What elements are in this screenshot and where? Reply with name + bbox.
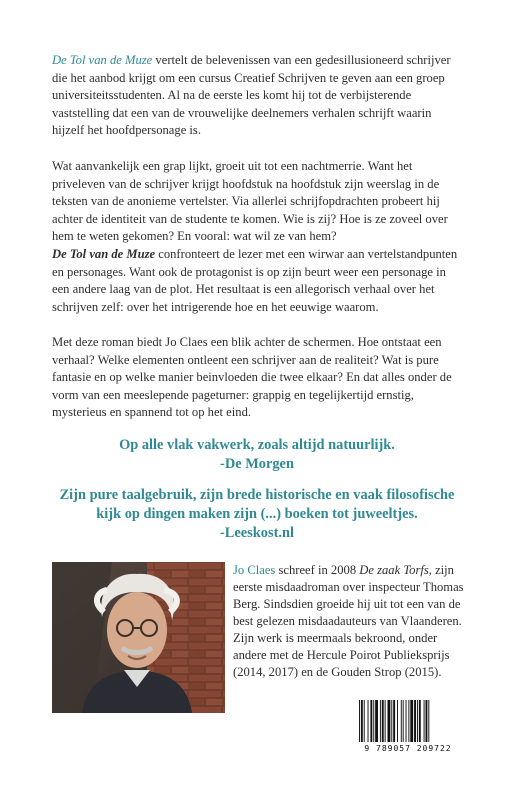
quote-text: Zijn pure taalgebruik, zijn brede historische en vaak filosofische kijk op dingen maken zijn (...) boeken tot juweeltjes. xyxy=(59,487,455,522)
blurb-paragraph-4 xyxy=(52,334,462,422)
blurb-text: Met deze roman biedt Jo Claes een blik achter de schermen. Hoe ontstaat een verhaal? Welke elementen ontleent een schrijver aan de realiteit? Wat is pure fantasie en op welke manier beinvloeden die twee elkaar? En dat alles onder de vorm van een meeslepende pageturner: grappig en tegelijkertijd ernstig, mysterieus en spannend tot op het eind. xyxy=(52,335,452,419)
quote-source: -Leeskost.nl xyxy=(220,525,294,541)
book-title-italic: De Tol van de Muze xyxy=(52,53,153,67)
debut-title: De zaak Torfs xyxy=(359,563,429,577)
bio-text: schreef in 2008 xyxy=(275,563,360,577)
blurb-paragraph-3 xyxy=(52,246,462,316)
isbn-number: 9 789057 209722 xyxy=(364,744,452,753)
blurb-text: vertelt de belevenissen van een gedesillusioneerd schrijver die het aanbod krijgt om een cursus Creatief Schrijven te geven aan een groep universiteitsstudenten. Al na de eerste les komt hij tot de verbijsterende vaststelling dat een van de vrouwelijke deelnemers verhalen schrijft waarin hijzelf het hoofdpersonage is. xyxy=(52,53,451,137)
book-title-italic: De Tol van de Muze xyxy=(52,247,156,261)
isbn-barcode xyxy=(353,698,463,758)
blurb-paragraph-2 xyxy=(52,158,462,246)
quote-text: Op alle vlak vakwerk, zoals altijd natuurlijk. xyxy=(119,437,395,453)
author-photo xyxy=(52,562,225,713)
author-name: Jo Claes xyxy=(233,563,276,577)
press-quote-1 xyxy=(52,436,462,474)
author-bio xyxy=(233,562,465,681)
press-quote-2 xyxy=(52,486,462,543)
blurb-paragraph-1 xyxy=(52,52,462,140)
blurb-text: confronteert de lezer met een wirwar aan vertelstandpunten en personages. Want ook de protagonist is op zijn beurt weer een personage in een andere laag van de plot. Het resultaat is een allegorisch verhaal over het schrijven zelf: over het intrigerende hoe en het eeuwige waarom. xyxy=(52,247,458,314)
blurb-text: Wat aanvankelijk een grap lijkt, groeit uit tot een nachtmerrie. Want het priveleven van de schrijver krijgt hoofdstuk na hoofdstuk zijn weerslag in de teksten van de anonieme vertelster. Via allerlei schrijfopdrachten probeert hij achter de identiteit van de studente te komen. Wie is zij? Hoe is ze zoveel over hem te weten gekomen? En vooral: wat wil ze van hem? xyxy=(52,159,448,243)
quote-source: -De Morgen xyxy=(220,456,294,472)
barcode-bars xyxy=(353,698,463,744)
bio-text: , zijn eerste misdaadroman over inspecteur Thomas Berg. Sindsdien groeide hij uit tot een van de best gelezen misdaadauteurs van Vlaanderen. Zijn werk is meermaals bekroond, onder andere met de Hercule Poirot Publieksprijs (2014, 2017) en de Gouden Strop (2015). xyxy=(233,563,464,679)
